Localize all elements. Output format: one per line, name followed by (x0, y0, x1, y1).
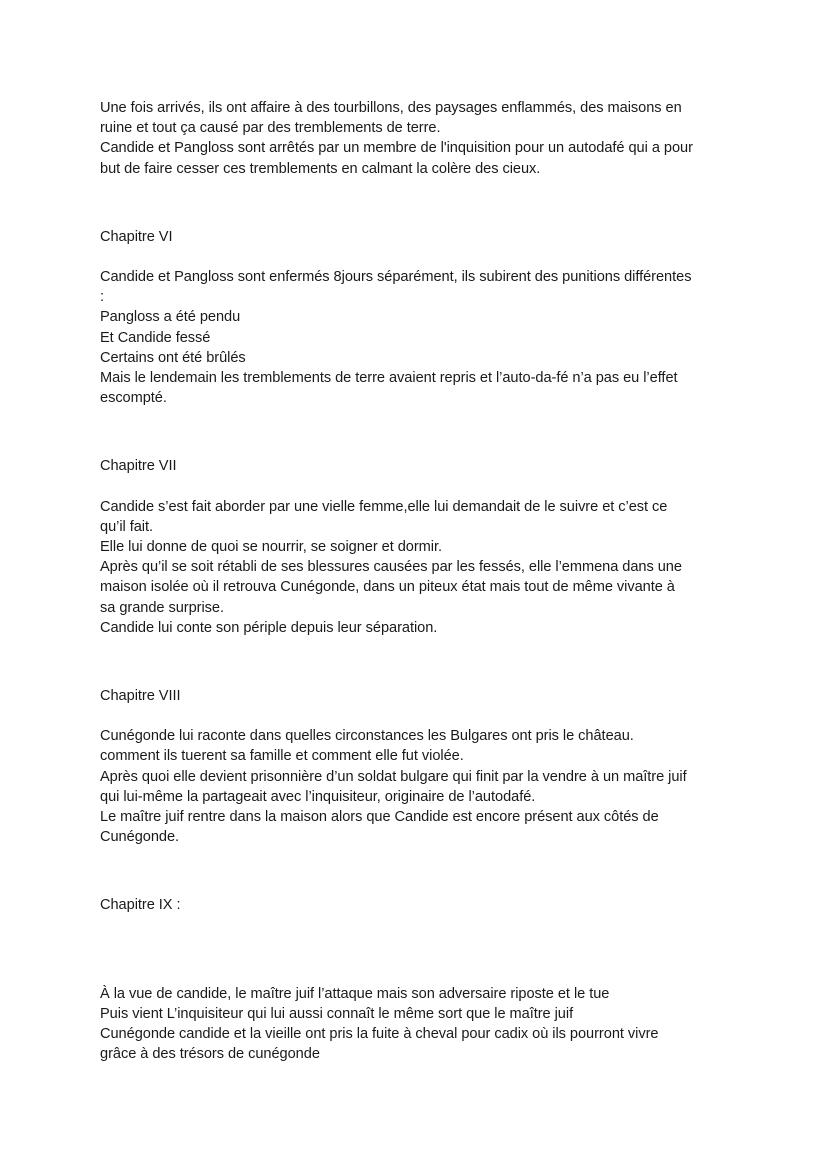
text-line: qu’il fait. (100, 518, 153, 535)
chapter-7-heading: Chapitre VII (100, 458, 177, 475)
text-line: maison isolée où il retrouva Cunégonde, dans un piteux état mais tout de même vivante à (100, 579, 675, 596)
text-line: Elle lui donne de quoi se nourrir, se soigner et dormir. (100, 539, 442, 556)
text-line: but de faire cesser ces tremblements en calmant la colère des cieux. (100, 160, 541, 177)
text-line: ruine et tout ça causé par des tremblements de terre. (100, 120, 441, 137)
text-line: Candide et Pangloss sont enfermés 8jours séparément, ils subirent des punitions différentes (100, 269, 692, 286)
text-line: Mais le lendemain les tremblements de terre avaient repris et l’auto-da-fé n’a pas eu l’effet (100, 370, 678, 387)
chapter-8-section (100, 686, 740, 847)
text-line: Cunégonde lui raconte dans quelles circonstances les Bulgares ont pris le château. (100, 728, 634, 745)
text-line: : (100, 289, 105, 306)
text-line: Après quoi elle devient prisonnière d’un soldat bulgare qui finit par la vendre à un maître juif (100, 768, 687, 785)
text-line: Une fois arrivés, ils ont affaire à des tourbillons, des paysages enflammés, des maisons en (100, 100, 682, 116)
text-line: Après qu’il se soit rétabli de ses blessures causées par les fessés, elle l’emmena dans une (100, 559, 682, 576)
text-line: grâce à des trésors de cunégonde (100, 1046, 320, 1063)
text-line: Pangloss a été pendu (100, 309, 241, 326)
text-line: Et Candide fessé (100, 329, 211, 346)
document-body (100, 98, 740, 1065)
text-line: Certains ont été brûlés (100, 349, 246, 366)
text-line: Candide s’est fait aborder par une vielle femme,elle lui demandait de le suivre et c’est ce (100, 498, 668, 515)
chapter-9-section (100, 895, 740, 1064)
text-line: À la vue de candide, le maître juif l’attaque mais son adversaire riposte et le tue (100, 985, 610, 1002)
text-line: Cunégonde candide et la vieille ont pris la fuite à cheval pour cadix où ils pourront vivre (100, 1026, 659, 1043)
text-line: sa grande surprise. (100, 599, 224, 616)
text-line: qui lui-même la partageait avec l’inquisiteur, originaire de l’autodafé. (100, 788, 536, 805)
text-line: Candide lui conte son périple depuis leur séparation. (100, 619, 438, 636)
text-line: Le maître juif rentre dans la maison alors que Candide est encore présent aux côtés de (100, 809, 659, 826)
intro-paragraph (100, 98, 740, 179)
text-line: comment ils tuerent sa famille et comment elle fut violée. (100, 748, 464, 765)
chapter-7-section (100, 456, 740, 638)
chapter-6-heading: Chapitre VI (100, 228, 173, 245)
text-line: Cunégonde. (100, 829, 180, 846)
chapter-6-section (100, 227, 740, 409)
text-line: Candide et Pangloss sont arrêtés par un membre de l'inquisition pour un autodafé qui a pour (100, 140, 693, 157)
text-line: Puis vient L’inquisiteur qui lui aussi connaît le même sort que le maître juif (100, 1005, 574, 1022)
chapter-8-heading: Chapitre VIII (100, 688, 181, 705)
chapter-9-heading: Chapitre IX : (100, 897, 181, 914)
text-line: escompté. (100, 390, 167, 407)
